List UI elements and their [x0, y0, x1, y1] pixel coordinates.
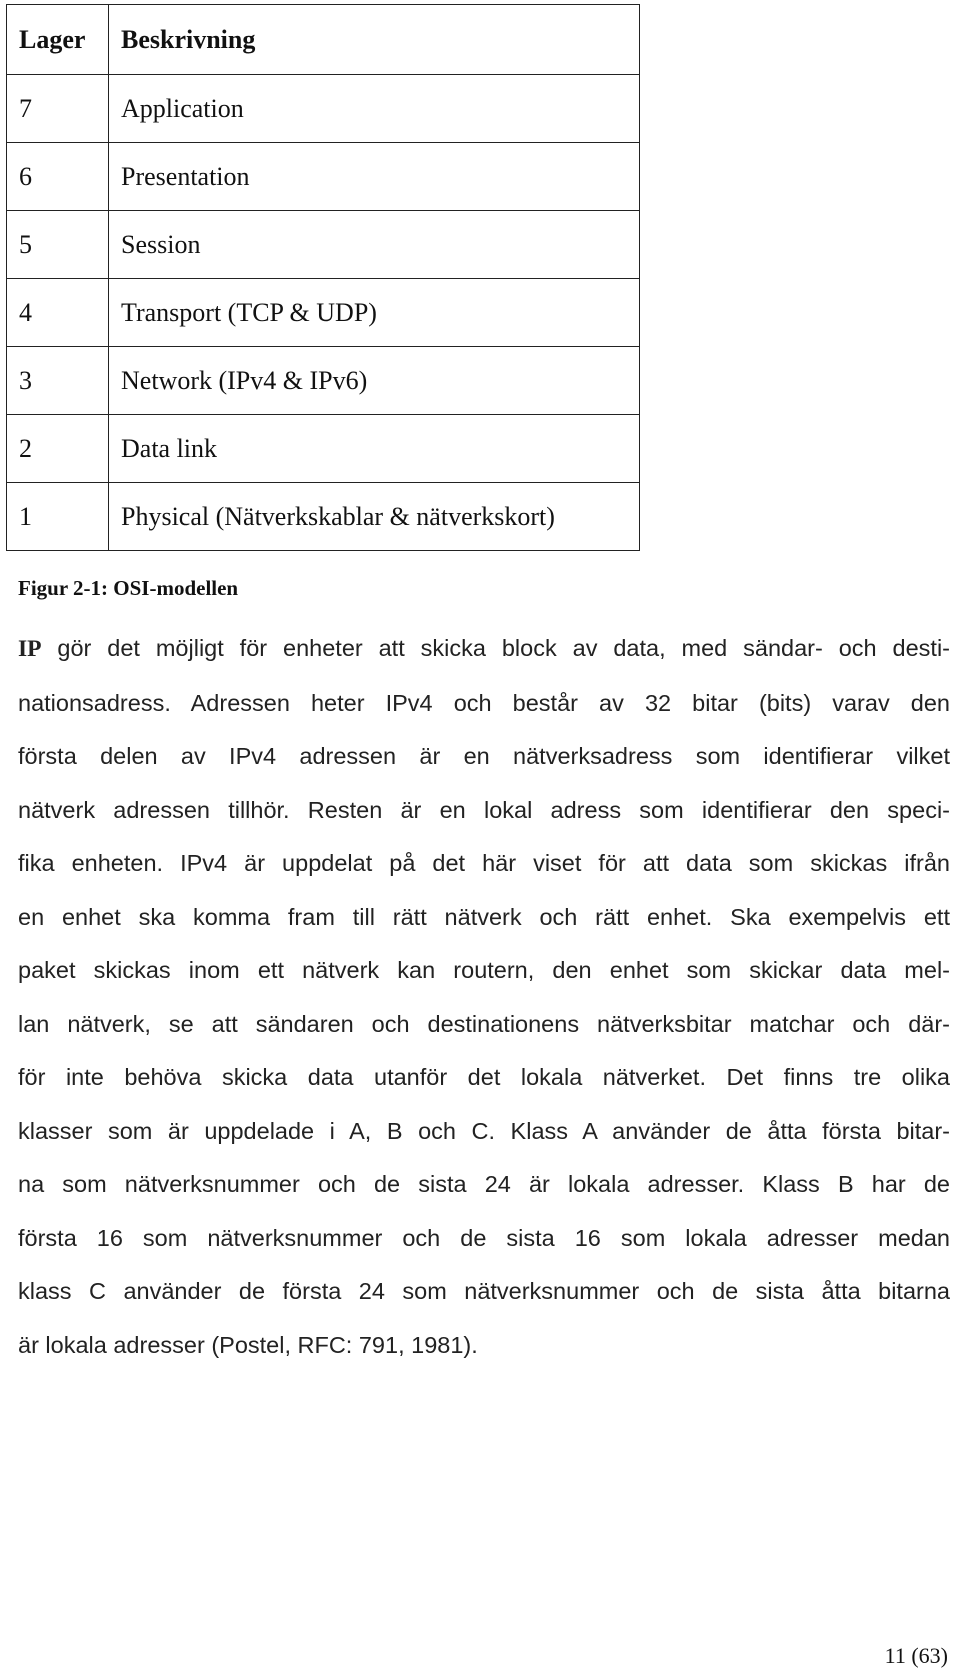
osi-model-table: [6, 4, 640, 551]
paragraph-line: nätverk adressen tillhör. Resten är en lokal adress som identifierar den speci-: [18, 796, 950, 823]
paragraph-line: är lokala adresser (Postel, RFC: 791, 1981).: [18, 1331, 478, 1358]
layer-number: 5: [7, 211, 109, 279]
layer-description: Application: [109, 75, 640, 143]
header-description: Beskrivning: [109, 5, 640, 75]
paragraph-line: fika enheten. IPv4 är uppdelat på det här viset för att data som skickas ifrån: [18, 850, 950, 876]
figure-caption: Figur 2-1: OSI-modellen: [18, 576, 239, 600]
paragraph-line: na som nätverksnummer och de sista 24 är lokala adresser. Klass B har de: [18, 1171, 950, 1197]
table-row: [7, 347, 640, 415]
layer-number: 6: [7, 143, 109, 211]
header-layer: Lager: [7, 5, 109, 75]
layer-description: Physical (Nätverkskablar & nätverkskort): [109, 483, 640, 551]
layer-description: Session: [109, 211, 640, 279]
paragraph-line: första delen av IPv4 adressen är en nätverksadress som identifierar vilket: [18, 743, 950, 769]
layer-description: Presentation: [109, 143, 640, 211]
table-header-row: [7, 5, 640, 75]
paragraph-line-text: gör det möjligt för enheter att skicka block av data, med sändar- och desti-: [41, 635, 950, 661]
paragraph-line: en enhet ska komma fram till rätt nätverk och rätt enhet. Ska exempelvis ett: [18, 903, 950, 930]
layer-description: Data link: [109, 415, 640, 483]
table-row: [7, 211, 640, 279]
layer-number: 1: [7, 483, 109, 551]
table-row: [7, 415, 640, 483]
body-paragraph: [18, 622, 950, 1372]
paragraph-line: nationsadress. Adressen heter IPv4 och består av 32 bitar (bits) varav den: [18, 689, 950, 716]
paragraph-line: klasser som är uppdelade i A, B och C. Klass A använder de åtta första bitar-: [18, 1117, 950, 1144]
table-row: [7, 279, 640, 347]
table-row: [7, 75, 640, 143]
paragraph-line: paket skickas inom ett nätverk kan routern, den enhet som skickar data mel-: [18, 957, 950, 983]
paragraph-line: för inte behöva skicka data utanför det lokala nätverket. Det finns tre olika: [18, 1064, 950, 1090]
paragraph-lead: IP: [18, 636, 42, 662]
layer-description: Transport (TCP & UDP): [109, 279, 640, 347]
layer-description: Network (IPv4 & IPv6): [109, 347, 640, 415]
layer-number: 2: [7, 415, 109, 483]
layer-number: 7: [7, 75, 109, 143]
table-row: [7, 143, 640, 211]
paragraph-line: [18, 622, 950, 677]
paragraph-line: klass C använder de första 24 som nätverksnummer och de sista åtta bitarna: [18, 1278, 950, 1304]
paragraph-line: första 16 som nätverksnummer och de sista 16 som lokala adresser medan: [18, 1224, 950, 1251]
table-row: [7, 483, 640, 551]
layer-number: 4: [7, 279, 109, 347]
layer-number: 3: [7, 347, 109, 415]
page-number: 11 (63): [884, 1643, 948, 1668]
paragraph-line: lan nätverk, se att sändaren och destinationens nätverksbitar matchar och där-: [18, 1010, 950, 1037]
